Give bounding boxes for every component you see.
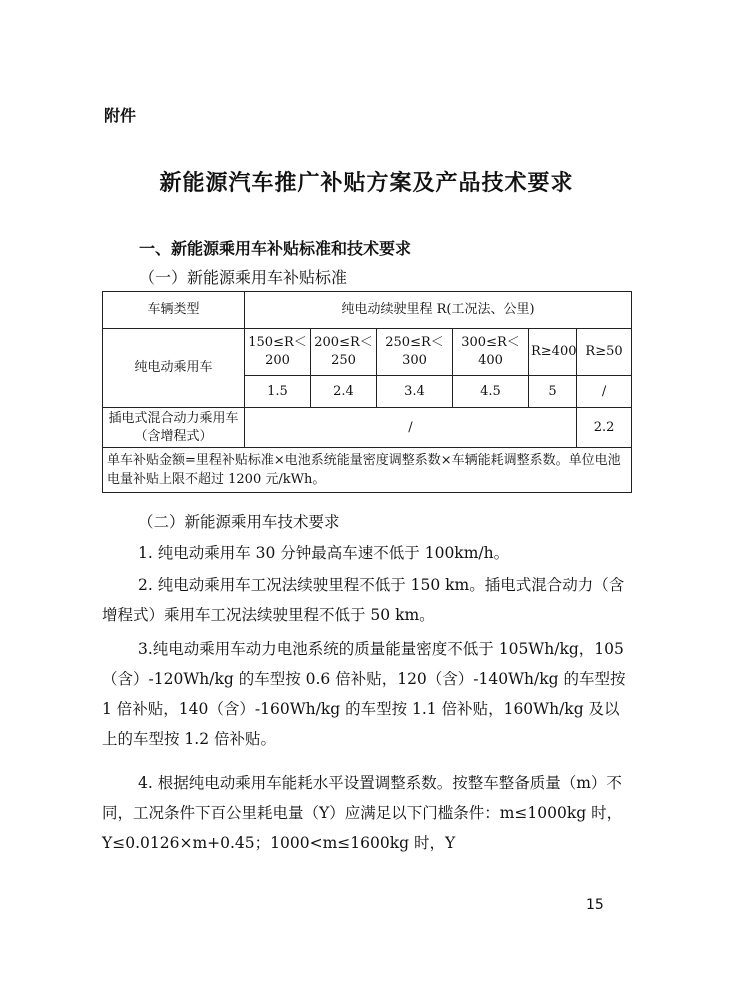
phev-label: 插电式混合动力乘用车（含增程式） bbox=[103, 408, 245, 448]
phev-empty-cell: / bbox=[245, 408, 577, 448]
attachment-label: 附件 bbox=[104, 106, 137, 125]
range-cell: R≥50 bbox=[577, 329, 632, 376]
range-cell: 200≤R＜250 bbox=[311, 329, 377, 376]
bev-label: 纯电动乘用车 bbox=[103, 329, 245, 408]
table-row-note bbox=[103, 448, 632, 493]
table-row-ranges bbox=[103, 329, 632, 376]
value-cell: 2.4 bbox=[311, 376, 377, 408]
table-row-phev bbox=[103, 408, 632, 448]
range-cell: 250≤R＜300 bbox=[377, 329, 453, 376]
phev-value-cell: 2.2 bbox=[577, 408, 632, 448]
header-range: 纯电动续驶里程 R(工况法、公里) bbox=[245, 292, 632, 329]
subsection-heading-requirements: （二）新能源乘用车技术要求 bbox=[138, 513, 340, 531]
subsidy-table bbox=[102, 291, 632, 493]
header-vehicle-type: 车辆类型 bbox=[103, 292, 245, 329]
requirement-item-4: 4. 根据纯电动乘用车能耗水平设置调整系数。按整车整备质量（m）不同，工况条件下百公里耗电量（Y）应满足以下门槛条件：m≤1000kg 时，Y≤0.0126×m+0.45；1000<m≤1600kg 时，Y bbox=[102, 774, 623, 852]
table-note: 单车补贴金额=里程补贴标准×电池系统能量密度调整系数×车辆能耗调整系数。单位电池电量补贴上限不超过 1200 元/kWh。 bbox=[103, 448, 632, 493]
value-cell: 5 bbox=[529, 376, 577, 408]
page-number: 15 bbox=[586, 897, 604, 913]
range-cell: 150≤R＜200 bbox=[245, 329, 311, 376]
value-cell: 3.4 bbox=[377, 376, 453, 408]
subsection-heading-standards: （一）新能源乘用车补贴标准 bbox=[139, 268, 348, 287]
requirement-item-1: 1. 纯电动乘用车 30 分钟最高车速不低于 100km/h。 bbox=[138, 544, 510, 562]
range-cell: 300≤R＜400 bbox=[453, 329, 529, 376]
document-title: 新能源汽车推广补贴方案及产品技术要求 bbox=[159, 171, 574, 196]
table-header-row bbox=[103, 292, 632, 329]
range-cell: R≥400 bbox=[529, 329, 577, 376]
value-cell: / bbox=[577, 376, 632, 408]
section-heading: 一、新能源乘用车补贴标准和技术要求 bbox=[139, 239, 412, 258]
requirement-item-3: 3.纯电动乘用车动力电池系统的质量能量密度不低于 105Wh/kg，105（含）-120Wh/kg 的车型按 0.6 倍补贴，120（含）-140Wh/kg 的车型按 1 倍补贴，140（含）-160Wh/kg 的车型按 1.1 倍补贴，160Wh/kg 及以上的车型按 1.2 倍补贴。 bbox=[102, 640, 626, 748]
requirement-item-2: 2. 纯电动乘用车工况法续驶里程不低于 150 km。插电式混合动力（含增程式）乘用车工况法续驶里程不低于 50 km。 bbox=[102, 576, 625, 624]
value-cell: 1.5 bbox=[245, 376, 311, 408]
value-cell: 4.5 bbox=[453, 376, 529, 408]
